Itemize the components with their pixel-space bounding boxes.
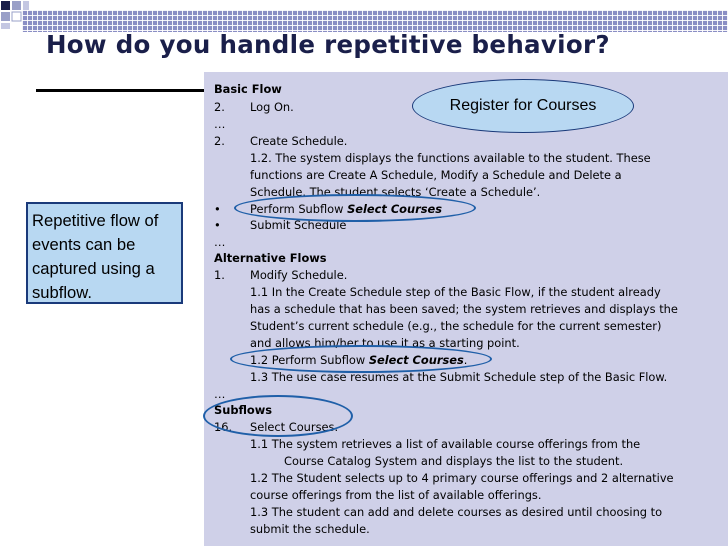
step-text: Submit Schedule <box>250 218 347 232</box>
bullet: • <box>214 218 221 232</box>
subflow-name: Select Courses <box>347 202 443 216</box>
step-detail: has a schedule that has been saved; the system retrieves and displays the <box>250 302 678 316</box>
step-detail: 1.3 The use case resumes at the Submit Schedule step of the Basic Flow. <box>250 370 668 384</box>
subflow-reference-text: 1.2 Perform Subflow <box>250 353 369 367</box>
register-for-courses-bubble: Register for Courses <box>412 79 634 133</box>
ellipsis: … <box>214 387 226 401</box>
step-text: Create Schedule. <box>250 134 348 148</box>
step-detail: 1.1 In the Create Schedule step of the Basic Flow, if the student already <box>250 285 661 299</box>
callout-repetitive-flow: Repetitive flow of events can be captured using a subflow. <box>26 202 183 304</box>
ellipsis: … <box>214 117 226 131</box>
title-rule <box>36 89 206 92</box>
step-detail: 1.2. The system displays the functions available to the student. These <box>250 151 651 165</box>
subflow-reference-line <box>250 354 467 367</box>
subflow-reference-text: Perform Subflow <box>250 202 348 216</box>
step-number: 2. <box>214 100 225 114</box>
step-detail: Schedule. The student selects ‘Create a Schedule’. <box>250 185 541 199</box>
slide-title: How do you handle repetitive behavior? <box>46 30 610 59</box>
heading-subflows: Subflows <box>214 403 273 417</box>
step-detail: and allows him/her to use it as a starting point. <box>250 336 520 350</box>
step-number: 1. <box>214 268 225 282</box>
step-detail: 1.1 The system retrieves a list of available course offerings from the <box>250 437 641 451</box>
step-detail: course offerings from the list of available offerings. <box>250 488 542 502</box>
heading-basic-flow: Basic Flow <box>214 82 282 96</box>
ellipsis: … <box>214 235 226 249</box>
step-text: Select Courses. <box>250 420 339 434</box>
step-detail: Student’s current schedule (e.g., the schedule for the current semester) <box>250 319 662 333</box>
subflow-name: Select Courses <box>368 353 464 367</box>
header-band <box>22 10 728 32</box>
step-detail: submit the schedule. <box>250 522 370 536</box>
step-detail: 1.3 The student can add and delete courses as desired until choosing to <box>250 505 663 519</box>
sentence-end: . <box>463 353 468 367</box>
step-detail: 1.2 The Student selects up to 4 primary course offerings and 2 alternative <box>250 471 674 485</box>
subflow-reference-line <box>250 203 442 216</box>
step-detail: Course Catalog System and displays the list to the student. <box>284 454 624 468</box>
step-detail: functions are Create A Schedule, Modify a Schedule and Delete a <box>250 168 622 182</box>
step-text: Modify Schedule. <box>250 268 348 282</box>
step-number: 2. <box>214 134 225 148</box>
bullet: • <box>214 202 221 216</box>
step-text: Log On. <box>250 100 294 114</box>
heading-alternative-flows: Alternative Flows <box>214 251 327 265</box>
step-number: 16. <box>214 420 233 434</box>
